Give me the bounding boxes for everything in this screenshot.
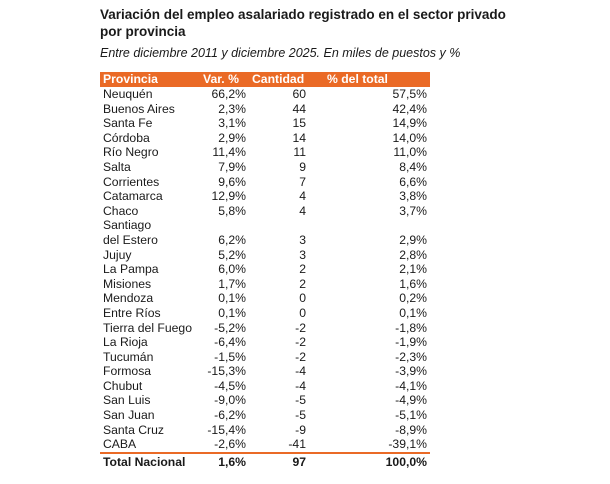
- cell-provincia: La Pampa: [103, 262, 159, 277]
- table-row: [100, 408, 430, 423]
- cell-pct-total: -3,9%: [395, 364, 427, 379]
- cell-provincia: Chubut: [103, 378, 143, 393]
- cell-cantidad: -41: [288, 437, 306, 452]
- table-row: [100, 131, 430, 146]
- data-table: [100, 72, 430, 469]
- cell-var: -5,2%: [214, 320, 246, 335]
- cell-pct-total: -5,1%: [395, 408, 427, 423]
- table-row: [100, 364, 430, 379]
- cell-cantidad: 60: [292, 87, 306, 101]
- cell-provincia: Misiones: [103, 276, 152, 291]
- table-row: [100, 175, 430, 190]
- cell-cantidad: 0: [299, 291, 306, 306]
- table-row: [100, 306, 430, 321]
- table-row: [100, 87, 430, 102]
- cell-provincia: Mendoza: [103, 291, 154, 306]
- table-row: [100, 423, 430, 438]
- cell-cantidad: 3: [299, 247, 306, 262]
- cell-var: 0,1%: [218, 291, 246, 306]
- cell-provincia: CABA: [103, 437, 137, 452]
- total-row: [100, 453, 430, 470]
- cell-provincia: San Juan: [103, 408, 155, 423]
- cell-pct-total: 8,4%: [399, 159, 427, 174]
- cell-var: 3,1%: [218, 116, 246, 131]
- cell-provincia: San Luis: [103, 393, 151, 408]
- cell-provincia: Salta: [103, 159, 131, 174]
- cell-provincia: Buenos Aires: [103, 101, 175, 116]
- table-header-row: [100, 72, 430, 87]
- cell-var: 6,2%: [218, 232, 246, 247]
- cell-pct-total: 57,5%: [392, 87, 427, 101]
- cell-var: -2,6%: [214, 437, 246, 452]
- cell-pct-total: -2,3%: [395, 349, 427, 364]
- table-row: [100, 262, 430, 277]
- cell-cantidad: 14: [292, 130, 306, 145]
- column-header-provincia: Provincia: [100, 72, 198, 87]
- cell-cantidad: 9: [299, 159, 306, 174]
- cell-var: 5,2%: [218, 247, 246, 262]
- column-header-cantidad: Cantidad: [249, 72, 324, 87]
- cell-var: 7,9%: [218, 159, 246, 174]
- cell-cantidad: -9: [295, 422, 306, 437]
- table-row: [100, 277, 430, 292]
- cell-pct-total: 2,8%: [399, 247, 427, 262]
- cell-cantidad: 0: [299, 305, 306, 320]
- column-header-var: Var. %: [198, 72, 249, 87]
- cell-var: -1,5%: [214, 349, 246, 364]
- cell-pct-total: 0,2%: [399, 291, 427, 306]
- table-row: [100, 248, 430, 263]
- cell-cantidad: -4: [295, 364, 306, 379]
- cell-pct-total: 0,1%: [399, 305, 427, 320]
- table-row: [100, 218, 430, 247]
- table-row: [100, 350, 430, 365]
- cell-var: -6,2%: [214, 408, 246, 423]
- cell-var: 5,8%: [218, 203, 246, 218]
- cell-var: 11,4%: [212, 145, 246, 160]
- cell-var: -15,3%: [207, 364, 246, 379]
- cell-pct-total: -1,8%: [395, 320, 427, 335]
- table-row: [100, 379, 430, 394]
- cell-pct-total: -4,9%: [395, 393, 427, 408]
- cell-provincia: Santa Fe: [103, 116, 153, 131]
- cell-provincia: Entre Ríos: [103, 305, 161, 320]
- table-row: [100, 393, 430, 408]
- table-row: [100, 204, 430, 219]
- cell-cantidad: -5: [295, 408, 306, 423]
- table-row: [100, 160, 430, 175]
- cell-cantidad: 2: [299, 276, 306, 291]
- cell-var: -9,0%: [214, 393, 246, 408]
- cell-cantidad: -2: [295, 349, 306, 364]
- cell-pct-total: 11,0%: [393, 145, 427, 160]
- cell-pct-total: 2,1%: [399, 262, 427, 277]
- cell-cantidad: 15: [292, 116, 306, 131]
- cell-cantidad: 44: [292, 101, 306, 116]
- cell-var: 66,2%: [211, 87, 246, 101]
- cell-cantidad: -4: [295, 378, 306, 393]
- table-row: [100, 291, 430, 306]
- table-row: [100, 189, 430, 204]
- total-cantidad: 97: [249, 453, 324, 470]
- chart-title: Variación del empleo asalariado registrado en el sector privado por provincia: [100, 7, 506, 39]
- cell-pct-total: 6,6%: [399, 174, 427, 189]
- cell-var: -4,5%: [214, 378, 246, 393]
- cell-provincia: Corrientes: [103, 174, 160, 189]
- table-row: [100, 437, 430, 453]
- table-row: [100, 335, 430, 350]
- cell-cantidad: 11: [293, 145, 306, 160]
- cell-provincia: Tierra del Fuego: [103, 320, 192, 335]
- cell-pct-total: 2,9%: [399, 232, 427, 247]
- cell-provincia: Jujuy: [103, 247, 132, 262]
- cell-provincia: Río Negro: [103, 145, 159, 160]
- cell-pct-total: 14,9%: [392, 116, 427, 131]
- cell-pct-total: -8,9%: [395, 422, 427, 437]
- cell-var: 2,3%: [218, 101, 246, 116]
- table-row: [100, 145, 430, 160]
- cell-cantidad: -2: [295, 335, 306, 350]
- column-header-pct-total: % del total: [324, 72, 430, 87]
- cell-pct-total: -39,1%: [388, 437, 427, 452]
- cell-var: 12,9%: [211, 189, 246, 204]
- cell-var: -6,4%: [214, 335, 246, 350]
- cell-var: 1,7%: [218, 276, 246, 291]
- cell-provincia: Catamarca: [103, 189, 163, 204]
- cell-cantidad: -2: [295, 320, 306, 335]
- cell-provincia: La Rioja: [103, 335, 148, 350]
- cell-var: -15,4%: [207, 422, 246, 437]
- cell-cantidad: -5: [295, 393, 306, 408]
- cell-pct-total: -1,9%: [395, 335, 427, 350]
- cell-pct-total: 14,0%: [392, 130, 427, 145]
- table-row: [100, 116, 430, 131]
- cell-provincia: Formosa: [103, 364, 152, 379]
- cell-pct-total: 1,6%: [399, 276, 427, 291]
- cell-cantidad: 7: [299, 174, 306, 189]
- cell-var: 6,0%: [218, 262, 246, 277]
- cell-pct-total: -4,1%: [395, 378, 427, 393]
- cell-var: 9,6%: [218, 174, 246, 189]
- cell-provincia: Chaco: [103, 203, 139, 218]
- cell-provincia: Tucumán: [103, 349, 154, 364]
- chart-subtitle: Entre diciembre 2011 y diciembre 2025. En miles de puestos y %: [100, 46, 461, 60]
- cell-pct-total: 3,7%: [399, 203, 427, 218]
- cell-cantidad: 2: [299, 262, 306, 277]
- cell-var: 0,1%: [218, 305, 246, 320]
- cell-provincia: Córdoba: [103, 130, 150, 145]
- cell-pct-total: 3,8%: [399, 189, 427, 204]
- table-row: [100, 321, 430, 336]
- cell-cantidad: 4: [299, 189, 306, 204]
- cell-provincia: Neuquén: [103, 87, 153, 101]
- cell-provincia: Santiago del Estero: [103, 218, 158, 247]
- total-label: Total Nacional: [100, 453, 198, 470]
- cell-var: 2,9%: [218, 130, 246, 145]
- cell-cantidad: 4: [299, 203, 306, 218]
- cell-pct-total: 42,4%: [392, 101, 427, 116]
- cell-provincia: Santa Cruz: [103, 422, 164, 437]
- table-row: [100, 102, 430, 117]
- total-var: 1,6%: [198, 453, 249, 470]
- cell-cantidad: 3: [299, 232, 306, 247]
- total-pct: 100,0%: [324, 453, 430, 470]
